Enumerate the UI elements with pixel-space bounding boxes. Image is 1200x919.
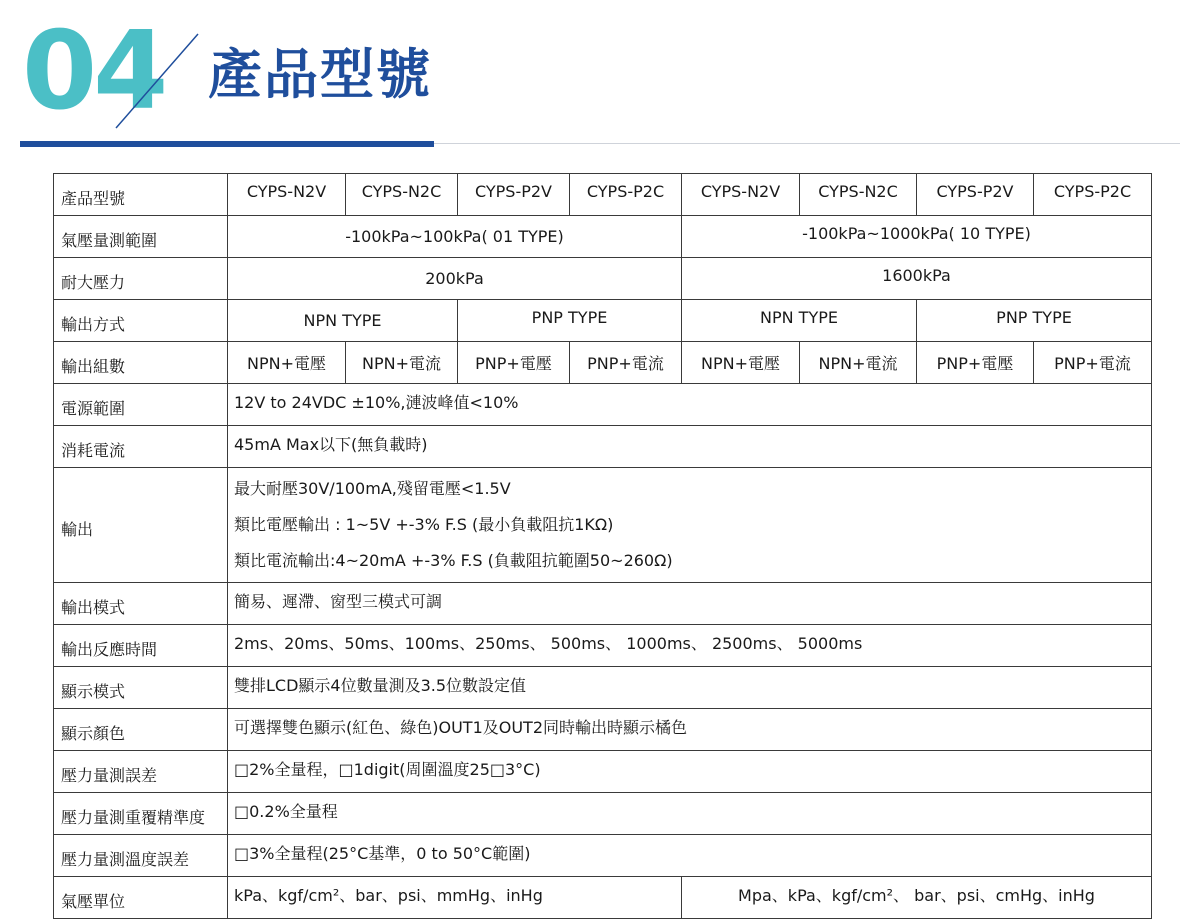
table-row-output-groups xyxy=(54,342,1152,384)
repeatability-value: □0.2%全量程 xyxy=(228,793,1152,835)
consumption-value: 45mA Max以下(無負載時) xyxy=(228,426,1152,468)
header-rule xyxy=(434,143,1180,144)
table-row-consumption xyxy=(54,426,1152,468)
output-line: 最大耐壓30V/100mA,殘留電壓<1.5V xyxy=(234,479,511,498)
range-01-cell: -100kPa~100kPa( 01 TYPE) xyxy=(228,216,682,258)
output-line: 類比電流輸出:4~20mA +-3% F.S (負載阻抗範圍50~260Ω) xyxy=(234,551,673,570)
model-cell: CYPS-P2C xyxy=(570,174,682,216)
row-label: 消耗電流 xyxy=(54,426,228,468)
table-row-power xyxy=(54,384,1152,426)
output-method-cell: NPN TYPE xyxy=(682,300,917,342)
proof-01-cell: 200kPa xyxy=(228,258,682,300)
model-cell: CYPS-P2V xyxy=(917,174,1034,216)
row-label: 輸出組數 xyxy=(54,342,228,384)
output-group-cell: PNP+電流 xyxy=(570,342,682,384)
table-row-output xyxy=(54,468,1152,583)
output-method-cell: PNP TYPE xyxy=(917,300,1152,342)
response-time-value: 2ms、20ms、50ms、100ms、250ms、 500ms、 1000ms、 2500ms、 5000ms xyxy=(228,625,1152,667)
model-cell: CYPS-N2C xyxy=(346,174,458,216)
output-group-cell: PNP+電壓 xyxy=(458,342,570,384)
row-label: 產品型號 xyxy=(54,174,228,216)
temp-error-value: □3%全量程(25°C基準，0 to 50°C範圍) xyxy=(228,835,1152,877)
output-method-cell: NPN TYPE xyxy=(228,300,458,342)
row-label: 顯示模式 xyxy=(54,667,228,709)
header-underline-bar xyxy=(20,141,434,147)
model-cell: CYPS-N2V xyxy=(682,174,800,216)
row-label: 電源範圍 xyxy=(54,384,228,426)
display-color-value: 可選擇雙色顯示(紅色、綠色)OUT1及OUT2同時輸出時顯示橘色 xyxy=(228,709,1152,751)
model-cell: CYPS-N2C xyxy=(800,174,917,216)
table-row-range xyxy=(54,216,1152,258)
page-title: 產品型號 xyxy=(208,43,432,106)
table-row-response-time xyxy=(54,625,1152,667)
row-label: 輸出 xyxy=(54,468,228,583)
output-mode-value: 簡易、遲滯、窗型三模式可調 xyxy=(228,583,1152,625)
units-10-value: Mpa、kPa、kgf/cm²、 bar、psi、cmHg、inHg xyxy=(682,877,1152,919)
output-group-cell: NPN+電流 xyxy=(346,342,458,384)
output-group-cell: NPN+電壓 xyxy=(228,342,346,384)
output-group-cell: PNP+電壓 xyxy=(917,342,1034,384)
range-10-cell: -100kPa~1000kPa( 10 TYPE) xyxy=(682,216,1152,258)
row-label: 顯示顏色 xyxy=(54,709,228,751)
row-label: 耐大壓力 xyxy=(54,258,228,300)
row-label: 壓力量測溫度誤差 xyxy=(54,835,228,877)
row-label: 氣壓單位 xyxy=(54,877,228,919)
output-values xyxy=(228,468,1152,583)
table-row-accuracy xyxy=(54,751,1152,793)
table-row-units xyxy=(54,877,1152,919)
accuracy-value: □2%全量程，□1digit(周圍溫度25□3°C) xyxy=(228,751,1152,793)
row-label: 輸出反應時間 xyxy=(54,625,228,667)
table-row-repeatability xyxy=(54,793,1152,835)
output-group-cell: NPN+電壓 xyxy=(682,342,800,384)
row-label: 氣壓量測範圍 xyxy=(54,216,228,258)
model-cell: CYPS-P2C xyxy=(1034,174,1152,216)
table-row-output-method xyxy=(54,300,1152,342)
units-01-value: kPa、kgf/cm²、bar、psi、mmHg、inHg xyxy=(228,877,682,919)
output-method-cell: PNP TYPE xyxy=(458,300,682,342)
row-label: 輸出模式 xyxy=(54,583,228,625)
header-slash-divider xyxy=(112,32,202,132)
output-group-cell: NPN+電流 xyxy=(800,342,917,384)
table-row-proof-pressure xyxy=(54,258,1152,300)
row-label: 壓力量測重覆精準度 xyxy=(54,793,228,835)
row-label: 壓力量測誤差 xyxy=(54,751,228,793)
table-row-display-color xyxy=(54,709,1152,751)
section-number: 04 xyxy=(22,9,165,134)
model-cell: CYPS-N2V xyxy=(228,174,346,216)
output-line: 類比電壓輸出 : 1~5V +-3% F.S (最小負載阻抗1KΩ) xyxy=(234,515,614,534)
proof-10-cell: 1600kPa xyxy=(682,258,1152,300)
spec-table xyxy=(53,173,1152,919)
table-row-temp-error xyxy=(54,835,1152,877)
power-value: 12V to 24VDC ±10%,漣波峰值<10% xyxy=(228,384,1152,426)
output-group-cell: PNP+電流 xyxy=(1034,342,1152,384)
table-row-display-mode xyxy=(54,667,1152,709)
display-mode-value: 雙排LCD顯示4位數量測及3.5位數設定值 xyxy=(228,667,1152,709)
row-label: 輸出方式 xyxy=(54,300,228,342)
table-row-model xyxy=(54,174,1152,216)
table-row-output-mode xyxy=(54,583,1152,625)
model-cell: CYPS-P2V xyxy=(458,174,570,216)
